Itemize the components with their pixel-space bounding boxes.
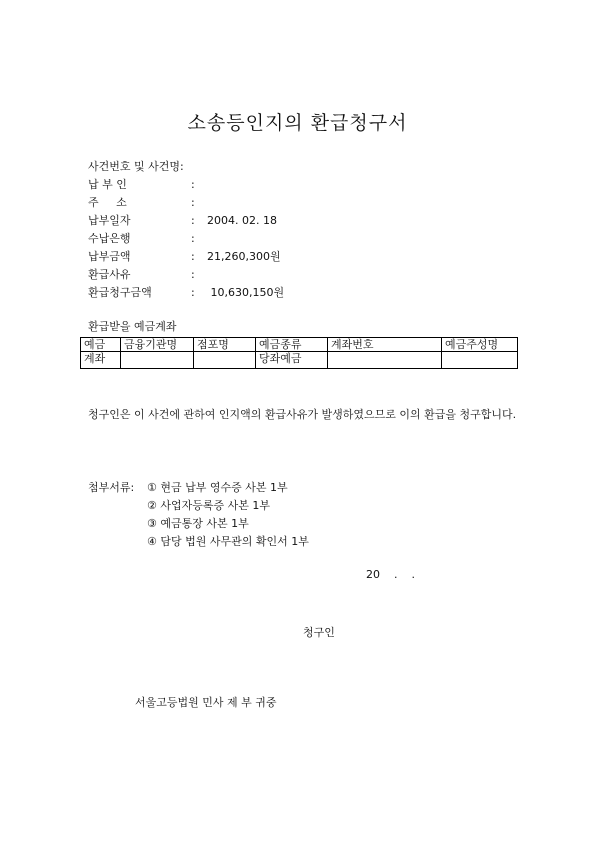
field-label-bank: 수납은행 xyxy=(88,232,131,245)
attachment-item: ③ 예금통장 사본 1부 xyxy=(147,517,249,530)
field-colon: : xyxy=(191,250,195,263)
field-colon: : xyxy=(191,178,195,191)
header-account-holder: 예금주성명 xyxy=(442,338,518,352)
statement-paragraph: 청구인은 이 사건에 관하여 인지액의 환급사유가 발생하였으므로 이의 환급을 청구합니다. xyxy=(88,408,517,421)
field-label-refund-amount: 환급청구금액 xyxy=(88,286,152,299)
header-branch: 점포명 xyxy=(194,338,256,352)
field-label-amount: 납부금액 xyxy=(88,250,131,263)
attachment-item: ② 사업자등록증 사본 1부 xyxy=(147,499,270,512)
account-row-label: 계좌 xyxy=(81,352,121,369)
attachments-label: 첨부서류: xyxy=(88,481,135,494)
value-account-holder[interactable] xyxy=(442,352,518,369)
attachment-item: ① 현금 납부 영수증 사본 1부 xyxy=(147,481,288,494)
field-label-reason: 환급사유 xyxy=(88,268,131,281)
header-account-number: 계좌번호 xyxy=(328,338,442,352)
field-colon: : xyxy=(191,286,195,299)
field-label-payment-date: 납부일자 xyxy=(88,214,131,227)
payment-date-value: 2004. 02. 18 xyxy=(207,214,277,227)
refund-amount-value: 10,630,150원 xyxy=(207,286,285,299)
value-account-type[interactable]: 당좌예금 xyxy=(256,352,328,369)
value-account-number[interactable] xyxy=(328,352,442,369)
attachment-item: ④ 담당 법원 사무관의 확인서 1부 xyxy=(147,535,309,548)
field-colon: : xyxy=(191,196,195,209)
document-title: 소송등인지의 환급청구서 xyxy=(187,112,408,134)
account-section-title: 환급받을 예금계좌 xyxy=(88,320,177,333)
field-label-payer: 납 부 인 xyxy=(88,178,127,191)
field-colon: : xyxy=(191,214,195,227)
header-bank-name: 금융기관명 xyxy=(121,338,194,352)
account-table xyxy=(80,337,518,369)
date-line: 20 . . xyxy=(366,568,415,581)
field-colon: : xyxy=(191,268,195,281)
field-colon: : xyxy=(191,232,195,245)
field-label-address: 주 소 xyxy=(88,196,127,209)
requester-label: 청구인 xyxy=(303,626,335,639)
account-row-label: 예금 xyxy=(81,338,121,352)
payment-amount-value: 21,260,300원 xyxy=(207,250,281,263)
court-addressee: 서울고등법원 민사 제 부 귀중 xyxy=(135,696,277,709)
value-branch[interactable] xyxy=(194,352,256,369)
field-label-case: 사건번호 및 사건명: xyxy=(88,160,184,173)
value-bank-name[interactable] xyxy=(121,352,194,369)
table-row xyxy=(81,352,518,369)
table-row xyxy=(81,338,518,352)
header-account-type: 예금종류 xyxy=(256,338,328,352)
